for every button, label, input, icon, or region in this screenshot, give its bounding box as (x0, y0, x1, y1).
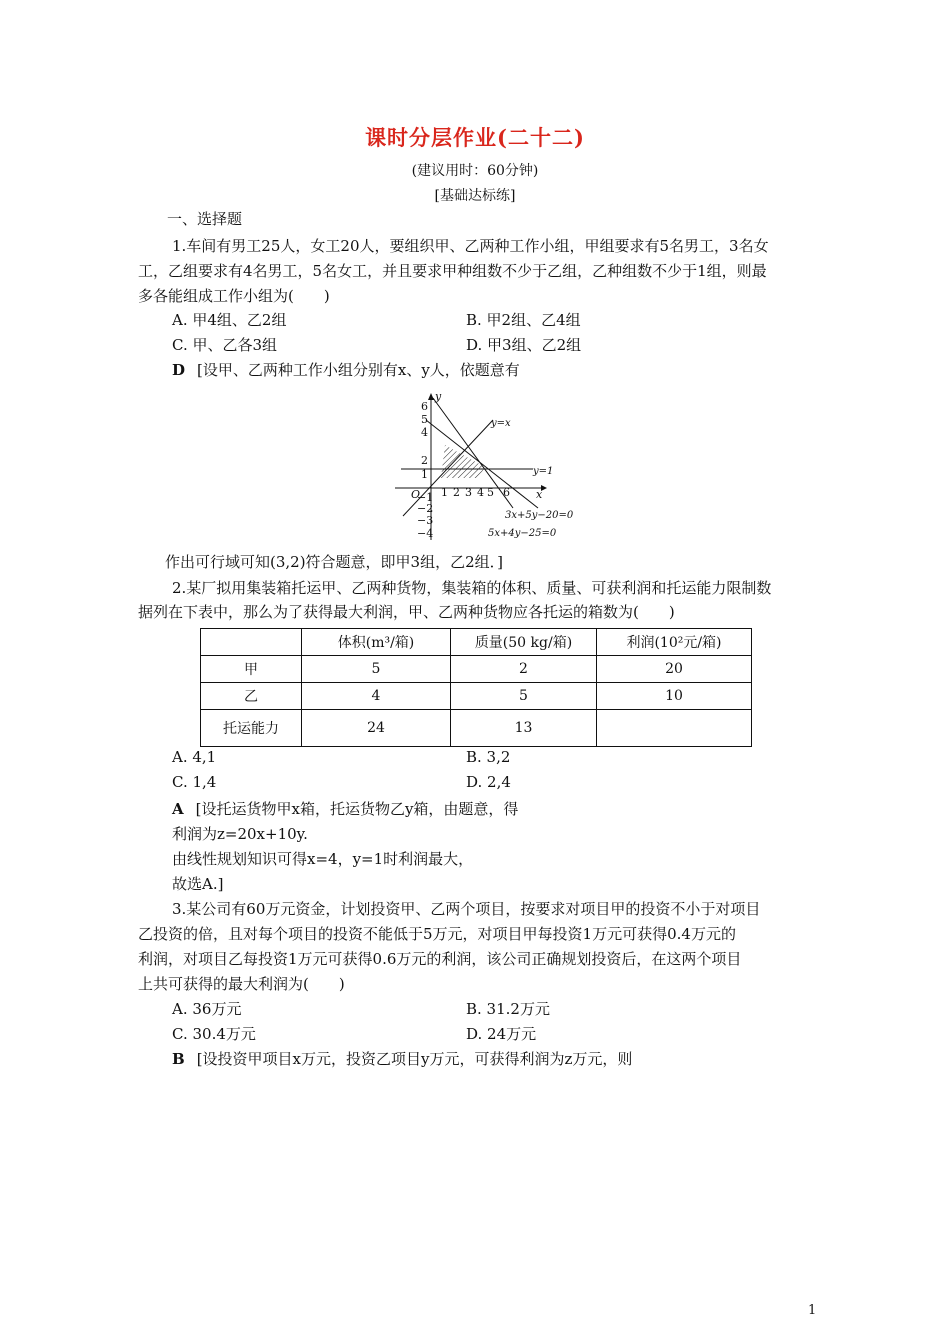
table-cell: 24 (302, 710, 451, 747)
table-row (201, 683, 752, 710)
label-5x-4y-25: 5x+4y−25=0 (488, 528, 557, 539)
q1-option-b: B. 甲2组、乙4组 (466, 311, 581, 329)
table-header-cell: 体积(m³/箱) (302, 629, 451, 656)
table-cell: 2 (451, 656, 597, 683)
table-cell: 4 (302, 683, 451, 710)
q1-solution-text: [设甲、乙两种工作小组分别有x、y人，依题意有 (197, 361, 520, 379)
q3-option-b: B. 31.2万元 (466, 1000, 550, 1018)
x-tick-3: 3 (465, 486, 472, 499)
level-heading: [基础达标练] (434, 188, 516, 204)
q2-option-a: A. 4,1 (172, 748, 217, 766)
y-tick-4: 4 (421, 426, 428, 439)
table-row (201, 710, 752, 747)
q2-line-2: 据列在下表中，那么为了获得最大利润，甲、乙两种货物应各托运的箱数为( ) (138, 603, 675, 621)
q2-solution-text: [设托运货物甲x箱，托运货物乙y箱，由题意，得 (195, 800, 519, 818)
table-cell: 5 (302, 656, 451, 683)
table-cell: 13 (451, 710, 597, 747)
page-title: 课时分层作业(二十二) (365, 125, 585, 150)
feasible-region-graph (393, 390, 593, 550)
q3-solution-text: [设投资甲项目x万元，投资乙项目y万元，可获得利润为z万元，则 (196, 1050, 633, 1068)
x-tick-6: 6 (503, 486, 510, 499)
q1-answer: D (172, 361, 186, 379)
q3-option-d: D. 24万元 (466, 1025, 537, 1043)
y-tick-1: 1 (421, 468, 428, 481)
suggested-time: (建议用时：60分钟) (411, 163, 539, 179)
label-y-eq-1: y=1 (533, 466, 554, 477)
q1-line-3: 多各能组成工作小组为( ) (138, 287, 330, 305)
q2-solution-line-1 (172, 798, 518, 819)
q2-line-1: 2.某厂拟用集装箱托运甲、乙两种货物，集装箱的体积、质量、可获利润和托运能力限制数 (172, 579, 772, 597)
origin-label: O (411, 488, 421, 501)
y-axis-label: y (435, 390, 442, 403)
label-3x-5y-20: 3x+5y−20=0 (505, 510, 574, 521)
q3-line-3: 利润，对项目乙每投资1万元可获得0.6万元的利润，该公司正确规划投资后，在这两个项目 (138, 950, 742, 968)
y-tick-6: 6 (421, 400, 428, 413)
q1-solution-start (172, 359, 520, 380)
table-cell: 10 (597, 683, 752, 710)
q2-solution-line-4: 故选A.] (172, 875, 224, 893)
q2-solution-line-3: 由线性规划知识可得x=4，y=1时利润最大， (172, 850, 474, 868)
q1-solution-end: 作出可行域可知(3,2)符合题意，即甲3组，乙2组．] (165, 553, 504, 571)
y-tick-2: 2 (421, 454, 428, 467)
x-axis-label: x (536, 488, 543, 501)
q2-answer: A (172, 800, 184, 818)
table-header-cell (201, 629, 302, 656)
table-cell: 乙 (201, 683, 302, 710)
q1-line-2: 工，乙组要求有4名男工，5名女工，并且要求甲种组数不少于乙组，乙种组数不少于1组，则最 (138, 262, 767, 280)
cargo-table (200, 628, 752, 747)
q2-solution-line-2: 利润为z=20x+10y. (172, 825, 308, 843)
q3-option-c: C. 30.4万元 (172, 1025, 256, 1043)
q1-line-1: 1.车间有男工25人，女工20人，要组织甲、乙两种工作小组，甲组要求有5名男工，3名女 (172, 237, 769, 255)
x-tick-5: 5 (487, 486, 494, 499)
x-tick-2: 2 (453, 486, 460, 499)
q2-option-c: C. 1,4 (172, 773, 217, 791)
page-number: 1 (808, 1303, 817, 1318)
x-tick-4: 4 (477, 486, 484, 499)
section-heading: 一、选择题 (167, 210, 243, 228)
q3-answer: B (172, 1050, 185, 1068)
q2-option-b: B. 3,2 (466, 748, 511, 766)
table-cell: 甲 (201, 656, 302, 683)
q3-line-1: 3.某公司有60万元资金，计划投资甲、乙两个项目，按要求对项目甲的投资不小于对项目 (172, 900, 761, 918)
q3-option-a: A. 36万元 (172, 1000, 242, 1018)
y-tick-neg4: −4 (417, 527, 434, 540)
q3-line-2: 乙投资的倍，且对每个项目的投资不能低于5万元，对项目甲每投资1万元可获得0.4万元的 (138, 925, 736, 943)
y-tick-5: 5 (421, 413, 428, 426)
label-y-eq-x: y=x (491, 418, 511, 429)
table-header-cell: 利润(10²元/箱) (597, 629, 752, 656)
table-cell (597, 710, 752, 747)
q1-option-a: A. 甲4组、乙2组 (172, 311, 287, 329)
y-tick-neg2: −2 (417, 502, 434, 515)
x-tick-1: 1 (441, 486, 448, 499)
table-cell: 5 (451, 683, 597, 710)
y-tick-neg1: −1 (417, 491, 434, 504)
table-row (201, 656, 752, 683)
table-cell: 20 (597, 656, 752, 683)
y-tick-neg3: −3 (417, 514, 434, 527)
table-header-cell: 质量(50 kg/箱) (451, 629, 597, 656)
q1-option-c: C. 甲、乙各3组 (172, 336, 278, 354)
q3-line-4: 上共可获得的最大利润为( ) (138, 975, 345, 993)
q3-solution (172, 1048, 632, 1069)
table-header-row (201, 629, 752, 656)
table-cell: 托运能力 (201, 710, 302, 747)
q1-option-d: D. 甲3组、乙2组 (466, 336, 582, 354)
q2-option-d: D. 2,4 (466, 773, 511, 791)
